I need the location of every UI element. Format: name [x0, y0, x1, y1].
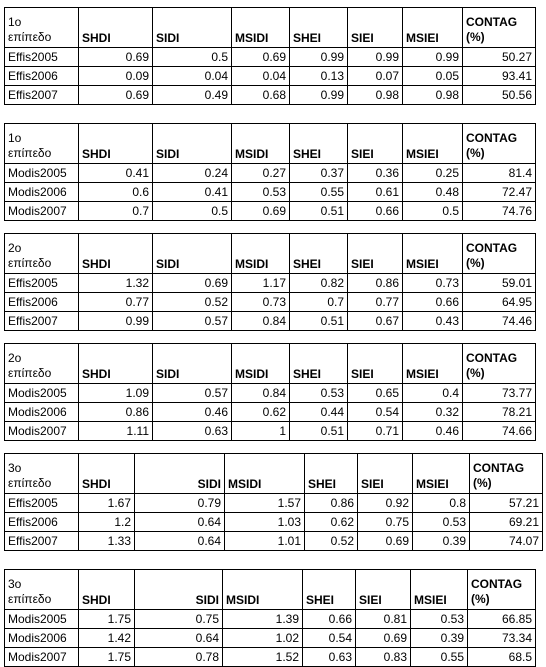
header-shei: SHEI [290, 234, 348, 274]
cell-msidi: 0.84 [232, 312, 290, 331]
header-contag: CONTAG (%) [470, 454, 543, 494]
cell-sidi: 0.64 [135, 532, 225, 551]
header-row [5, 8, 536, 48]
cell-msiei: 0.66 [403, 293, 463, 312]
header-msiei: MSIEI [403, 344, 463, 384]
level-number: 3o [8, 577, 22, 591]
header-shei: SHEI [290, 344, 348, 384]
cell-sidi: 0.5 [153, 202, 232, 221]
cell-msiei: 0.25 [403, 164, 463, 183]
cell-msidi: 1.02 [223, 629, 303, 648]
header-shdi: SHDI [79, 234, 153, 274]
cell-shdi: 1.42 [79, 629, 135, 648]
cell-sidi: 0.57 [153, 384, 232, 403]
cell-msiei: 0.99 [403, 48, 463, 67]
cell-contag: 57.21 [470, 494, 543, 513]
cell-siei: 0.61 [348, 183, 403, 202]
cell-sidi: 0.78 [135, 648, 223, 667]
cell-msidi: 0.84 [232, 384, 290, 403]
level-word: επίπεδο [8, 366, 52, 380]
table-row [5, 202, 536, 221]
table-row [5, 513, 543, 532]
cell-msidi: 1.52 [223, 648, 303, 667]
cell-sidi: 0.49 [153, 86, 232, 105]
cell-contag: 59.01 [463, 274, 536, 293]
cell-contag: 74.46 [463, 312, 536, 331]
cell-shei: 0.62 [305, 513, 358, 532]
row-label: Effis2007 [5, 312, 79, 331]
cell-siei: 0.77 [348, 293, 403, 312]
header-row [5, 570, 536, 610]
cell-siei: 0.69 [356, 629, 411, 648]
header-row [5, 344, 536, 384]
cell-shei: 0.99 [290, 86, 348, 105]
header-msidi: MSIDI [232, 234, 290, 274]
header-shei: SHEI [303, 570, 356, 610]
table-row [5, 384, 536, 403]
level-word: επίπεδο [8, 30, 52, 44]
cell-shdi: 0.99 [79, 312, 153, 331]
level-number: 1o [8, 131, 22, 145]
cell-shdi: 0.7 [79, 202, 153, 221]
cell-shei: 0.86 [305, 494, 358, 513]
row-label: Modis2005 [5, 164, 79, 183]
cell-msidi: 0.68 [232, 86, 290, 105]
header-msiei: MSIEI [411, 570, 468, 610]
header-siei: SIEI [348, 8, 403, 48]
header-msidi: MSIDI [232, 124, 290, 164]
table-row [5, 629, 536, 648]
indices-table-4 [4, 343, 536, 441]
cell-sidi: 0.41 [153, 183, 232, 202]
header-siei: SIEI [358, 454, 413, 494]
cell-shei: 0.82 [290, 274, 348, 293]
cell-shei: 0.51 [290, 422, 348, 441]
cell-msiei: 0.39 [413, 532, 470, 551]
cell-sidi: 0.24 [153, 164, 232, 183]
row-label: Effis2005 [5, 274, 79, 293]
cell-siei: 0.98 [348, 86, 403, 105]
cell-contag: 78.21 [463, 403, 536, 422]
cell-siei: 0.07 [348, 67, 403, 86]
header-row [5, 124, 536, 164]
level-cell [5, 124, 79, 164]
cell-siei: 0.71 [348, 422, 403, 441]
table-row [5, 648, 536, 667]
cell-msiei: 0.8 [413, 494, 470, 513]
row-label: Effis2006 [5, 513, 79, 532]
cell-shdi: 1.32 [79, 274, 153, 293]
cell-shei: 0.66 [303, 610, 356, 629]
row-label: Effis2006 [5, 67, 79, 86]
cell-msidi: 0.73 [232, 293, 290, 312]
cell-sidi: 0.64 [135, 513, 225, 532]
cell-shdi: 0.09 [79, 67, 153, 86]
cell-shei: 0.13 [290, 67, 348, 86]
indices-table-6 [4, 569, 536, 667]
cell-shdi: 1.75 [79, 648, 135, 667]
cell-msidi: 0.69 [232, 202, 290, 221]
cell-msidi: 1.01 [225, 532, 305, 551]
level-cell [5, 570, 79, 610]
indices-table-2 [4, 123, 536, 221]
header-sidi: SIDI [135, 454, 225, 494]
cell-shdi: 0.6 [79, 183, 153, 202]
cell-shei: 0.55 [290, 183, 348, 202]
indices-table-5 [4, 453, 543, 551]
cell-shdi: 1.09 [79, 384, 153, 403]
level-word: επίπεδο [8, 476, 52, 490]
level-word: επίπεδο [8, 592, 52, 606]
row-label: Modis2006 [5, 403, 79, 422]
cell-contag: 50.56 [463, 86, 536, 105]
table-row [5, 183, 536, 202]
cell-siei: 0.69 [358, 532, 413, 551]
level-number: 2o [8, 241, 22, 255]
cell-sidi: 0.69 [153, 274, 232, 293]
row-label: Effis2007 [5, 532, 79, 551]
header-msidi: MSIDI [223, 570, 303, 610]
table-row [5, 403, 536, 422]
cell-contag: 64.95 [463, 293, 536, 312]
cell-siei: 0.36 [348, 164, 403, 183]
level-number: 1o [8, 15, 22, 29]
cell-msiei: 0.43 [403, 312, 463, 331]
cell-msidi: 1.17 [232, 274, 290, 293]
level-word: επίπεδο [8, 146, 52, 160]
cell-sidi: 0.46 [153, 403, 232, 422]
header-contag: CONTAG (%) [463, 344, 536, 384]
cell-contag: 69.21 [470, 513, 543, 532]
cell-sidi: 0.5 [153, 48, 232, 67]
table-row [5, 422, 536, 441]
row-label: Modis2007 [5, 202, 79, 221]
header-msidi: MSIDI [232, 344, 290, 384]
cell-contag: 74.66 [463, 422, 536, 441]
cell-contag: 73.34 [468, 629, 536, 648]
cell-contag: 93.41 [463, 67, 536, 86]
header-sidi: SIDI [153, 8, 232, 48]
level-number: 3o [8, 461, 22, 475]
header-row [5, 234, 536, 274]
cell-shei: 0.53 [290, 384, 348, 403]
cell-shdi: 0.41 [79, 164, 153, 183]
cell-contag: 81.4 [463, 164, 536, 183]
header-sidi: SIDI [153, 234, 232, 274]
cell-shdi: 1.2 [79, 513, 135, 532]
indices-table-1 [4, 7, 536, 105]
header-shdi: SHDI [79, 8, 153, 48]
row-label: Modis2006 [5, 629, 79, 648]
cell-shei: 0.37 [290, 164, 348, 183]
cell-shdi: 1.33 [79, 532, 135, 551]
cell-shdi: 0.69 [79, 48, 153, 67]
cell-siei: 0.75 [358, 513, 413, 532]
cell-msidi: 0.69 [232, 48, 290, 67]
cell-msidi: 0.62 [232, 403, 290, 422]
header-contag: CONTAG (%) [463, 8, 536, 48]
row-label: Modis2006 [5, 183, 79, 202]
cell-msidi: 1 [232, 422, 290, 441]
header-contag: CONTAG (%) [468, 570, 536, 610]
row-label: Effis2005 [5, 494, 79, 513]
header-sidi: SIDI [135, 570, 223, 610]
row-label: Modis2007 [5, 648, 79, 667]
cell-sidi: 0.52 [153, 293, 232, 312]
level-cell [5, 8, 79, 48]
level-number: 2o [8, 351, 22, 365]
header-msiei: MSIEI [403, 8, 463, 48]
cell-shdi: 0.69 [79, 86, 153, 105]
header-msiei: MSIEI [403, 124, 463, 164]
header-sidi: SIDI [153, 124, 232, 164]
cell-msidi: 1.03 [225, 513, 305, 532]
cell-contag: 74.07 [470, 532, 543, 551]
cell-shdi: 0.86 [79, 403, 153, 422]
cell-shei: 0.44 [290, 403, 348, 422]
cell-msiei: 0.39 [411, 629, 468, 648]
table-row [5, 86, 536, 105]
cell-contag: 50.27 [463, 48, 536, 67]
cell-msiei: 0.53 [413, 513, 470, 532]
level-word: επίπεδο [8, 256, 52, 270]
header-row [5, 454, 543, 494]
cell-contag: 72.47 [463, 183, 536, 202]
table-row [5, 312, 536, 331]
header-msiei: MSIEI [403, 234, 463, 274]
cell-shdi: 1.67 [79, 494, 135, 513]
header-shdi: SHDI [79, 344, 153, 384]
header-msidi: MSIDI [225, 454, 305, 494]
indices-table-3 [4, 233, 536, 331]
level-cell [5, 454, 79, 494]
header-contag: CONTAG (%) [463, 234, 536, 274]
header-shei: SHEI [290, 8, 348, 48]
header-siei: SIEI [348, 124, 403, 164]
cell-shei: 0.7 [290, 293, 348, 312]
row-label: Modis2005 [5, 610, 79, 629]
cell-shei: 0.99 [290, 48, 348, 67]
header-msiei: MSIEI [413, 454, 470, 494]
cell-siei: 0.92 [358, 494, 413, 513]
cell-msidi: 0.04 [232, 67, 290, 86]
cell-shdi: 1.11 [79, 422, 153, 441]
row-label: Effis2006 [5, 293, 79, 312]
header-siei: SIEI [348, 344, 403, 384]
cell-msiei: 0.32 [403, 403, 463, 422]
cell-sidi: 0.79 [135, 494, 225, 513]
cell-shei: 0.63 [303, 648, 356, 667]
cell-msiei: 0.73 [403, 274, 463, 293]
cell-msiei: 0.5 [403, 202, 463, 221]
cell-shei: 0.51 [290, 202, 348, 221]
header-shdi: SHDI [79, 454, 135, 494]
row-label: Modis2005 [5, 384, 79, 403]
table-row [5, 610, 536, 629]
cell-contag: 68.5 [468, 648, 536, 667]
cell-siei: 0.86 [348, 274, 403, 293]
cell-msidi: 0.53 [232, 183, 290, 202]
row-label: Effis2005 [5, 48, 79, 67]
cell-siei: 0.65 [348, 384, 403, 403]
table-row [5, 67, 536, 86]
row-label: Effis2007 [5, 86, 79, 105]
cell-siei: 0.67 [348, 312, 403, 331]
cell-msiei: 0.48 [403, 183, 463, 202]
header-shei: SHEI [290, 124, 348, 164]
cell-siei: 0.54 [348, 403, 403, 422]
cell-siei: 0.83 [356, 648, 411, 667]
cell-msiei: 0.98 [403, 86, 463, 105]
cell-contag: 74.76 [463, 202, 536, 221]
cell-shei: 0.54 [303, 629, 356, 648]
cell-sidi: 0.04 [153, 67, 232, 86]
header-siei: SIEI [348, 234, 403, 274]
cell-siei: 0.66 [348, 202, 403, 221]
cell-msidi: 1.39 [223, 610, 303, 629]
header-shdi: SHDI [79, 124, 153, 164]
cell-msidi: 1.57 [225, 494, 305, 513]
level-cell [5, 234, 79, 274]
cell-sidi: 0.63 [153, 422, 232, 441]
cell-msiei: 0.4 [403, 384, 463, 403]
header-shdi: SHDI [79, 570, 135, 610]
table-row [5, 532, 543, 551]
table-row [5, 164, 536, 183]
header-contag: CONTAG (%) [463, 124, 536, 164]
cell-contag: 66.85 [468, 610, 536, 629]
header-shei: SHEI [305, 454, 358, 494]
cell-siei: 0.81 [356, 610, 411, 629]
cell-shei: 0.52 [305, 532, 358, 551]
cell-siei: 0.99 [348, 48, 403, 67]
cell-sidi: 0.75 [135, 610, 223, 629]
cell-msidi: 0.27 [232, 164, 290, 183]
cell-shdi: 1.75 [79, 610, 135, 629]
table-row [5, 494, 543, 513]
header-sidi: SIDI [153, 344, 232, 384]
table-row [5, 274, 536, 293]
cell-shdi: 0.77 [79, 293, 153, 312]
header-siei: SIEI [356, 570, 411, 610]
cell-sidi: 0.57 [153, 312, 232, 331]
level-cell [5, 344, 79, 384]
cell-shei: 0.51 [290, 312, 348, 331]
table-row [5, 293, 536, 312]
cell-sidi: 0.64 [135, 629, 223, 648]
cell-msiei: 0.55 [411, 648, 468, 667]
cell-msiei: 0.53 [411, 610, 468, 629]
cell-msiei: 0.46 [403, 422, 463, 441]
table-row [5, 48, 536, 67]
row-label: Modis2007 [5, 422, 79, 441]
cell-msiei: 0.05 [403, 67, 463, 86]
header-msidi: MSIDI [232, 8, 290, 48]
cell-contag: 73.77 [463, 384, 536, 403]
